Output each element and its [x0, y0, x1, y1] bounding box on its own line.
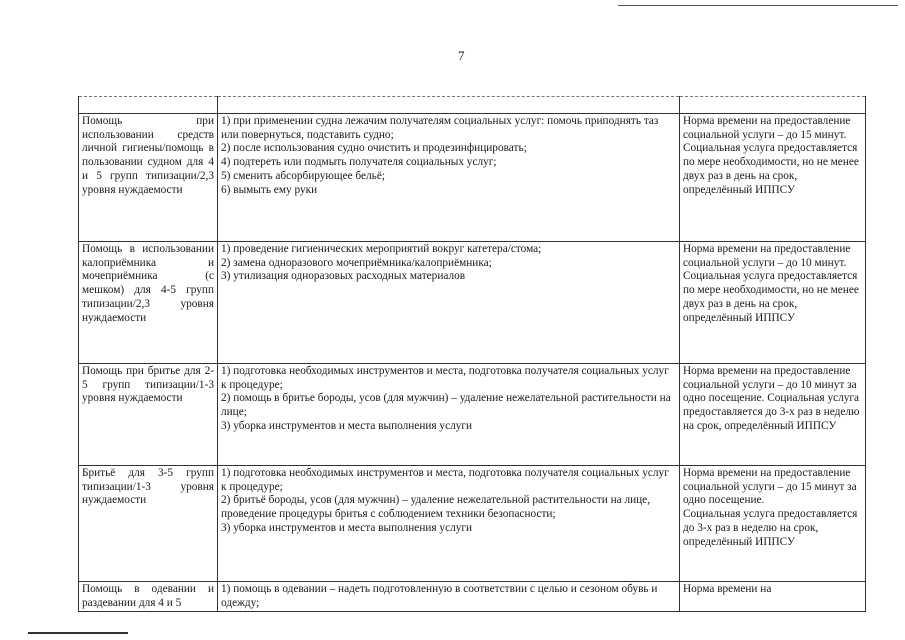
action-item: 3) утилизация одноразовых расходных материалов [221, 270, 466, 283]
norm-text: Социальная услуга предоставляется по мере необходимости, но не менее двух раз в день на срок, определённый ИППСУ [683, 142, 859, 196]
action-item: 1) проведение гигиенических мероприятий вокруг катетера/стома; [221, 243, 542, 255]
time-norm [680, 114, 866, 242]
action-item: 2) замена одноразового мочеприёмника/калоприёмника; [221, 256, 492, 269]
service-actions [218, 364, 680, 466]
service-name: Помощь при использовании средств личной гигиены/помощь в пользовании судном для 4 и 5 групп типизации/2,3 уровня нуждаемости [79, 114, 218, 242]
table-row [79, 242, 866, 364]
service-name: Помощь в использовании калоприёмника и мочеприёмника (с мешком) для 4-5 групп типизации/2,3 уровня нуждаемости [79, 242, 218, 364]
norm-text: Социальная услуга предоставляется до 3-х раз в неделю на срок, определённый ИППСУ [683, 508, 858, 548]
action-item: 2) после использования судно очистить и продезинфицировать; [221, 142, 527, 155]
action-item: 1) при применении судна лежачим получателям социальных услуг: помочь приподнять таз или повернуться, подставить судно; [221, 115, 659, 141]
service-actions [218, 466, 680, 582]
page-number: 7 [458, 48, 465, 63]
action-item: 1) подготовка необходимых инструментов и места, подготовка получателя социальных услуг к процедуре; [221, 365, 669, 391]
time-norm [680, 582, 866, 612]
norm-text: Норма времени на предоставление социальной услуги – до 10 минут за одно посещение. Социальная услуга предоставляется до 3-х раз в неделю на срок, определённый ИППСУ [683, 365, 860, 432]
service-name: Бритьё для 3-5 групп типизации/1-3 уровня нуждаемости [79, 466, 218, 582]
action-item: 5) сменить абсорбирующее бельё; [221, 169, 385, 182]
norm-text: Норма времени на [683, 583, 772, 595]
service-actions [218, 582, 680, 612]
action-item: 3) уборка инструментов и места выполнения услуги [221, 521, 473, 534]
norm-text: Норма времени на предоставление социальной услуги – до 15 минут. [683, 115, 851, 141]
action-item: 3) уборка инструментов и места выполнения услуги [221, 419, 473, 432]
table-row [79, 582, 866, 612]
action-item: 2) бритьё бороды, усов (для мужчин) – удаление нежелательной растительности на лице, проведение процедуры бритья с соблюдением техники безопасности; [221, 494, 651, 521]
table-row [79, 364, 866, 466]
action-item: 1) подготовка необходимых инструментов и места, подготовка получателя социальных услуг к процедуре; [221, 467, 669, 493]
time-norm [680, 364, 866, 466]
header-cell [218, 97, 680, 114]
top-rule [618, 5, 898, 6]
time-norm [680, 242, 866, 364]
services-table [78, 96, 866, 612]
service-name: Помощь в одевании и раздевании для 4 и 5 [79, 582, 218, 612]
norm-text: Норма времени на предоставление социальной услуги – до 10 минут. [683, 243, 851, 269]
time-norm [680, 466, 866, 582]
action-item: 1) помощь в одевании – надеть подготовленную в соответствии с целью и сезоном обувь и одежду; [221, 583, 658, 609]
action-item: 2) помощь в бритье бороды, усов (для мужчин) – удаление нежелательной растительности на лице; [221, 392, 671, 419]
service-actions [218, 114, 680, 242]
header-cell [79, 97, 218, 114]
table-header-row [79, 97, 866, 114]
service-actions [218, 242, 680, 364]
action-item: 4) подтереть или подмыть получателя социальных услуг; [221, 156, 497, 169]
norm-text: Социальная услуга предоставляется по мере необходимости, но не менее двух раз в день на срок, определённый ИППСУ [683, 270, 859, 324]
action-item: 6) вымыть ему руки [221, 183, 318, 196]
footnote-rule [28, 632, 128, 634]
service-name: Помощь при бритье для 2-5 групп типизации/1-3 уровня нуждаемости [79, 364, 218, 466]
norm-text: Норма времени на предоставление социальной услуги – до 15 минут за одно посещение. [683, 467, 857, 507]
header-cell [680, 97, 866, 114]
table-row [79, 466, 866, 582]
table-row [79, 114, 866, 242]
